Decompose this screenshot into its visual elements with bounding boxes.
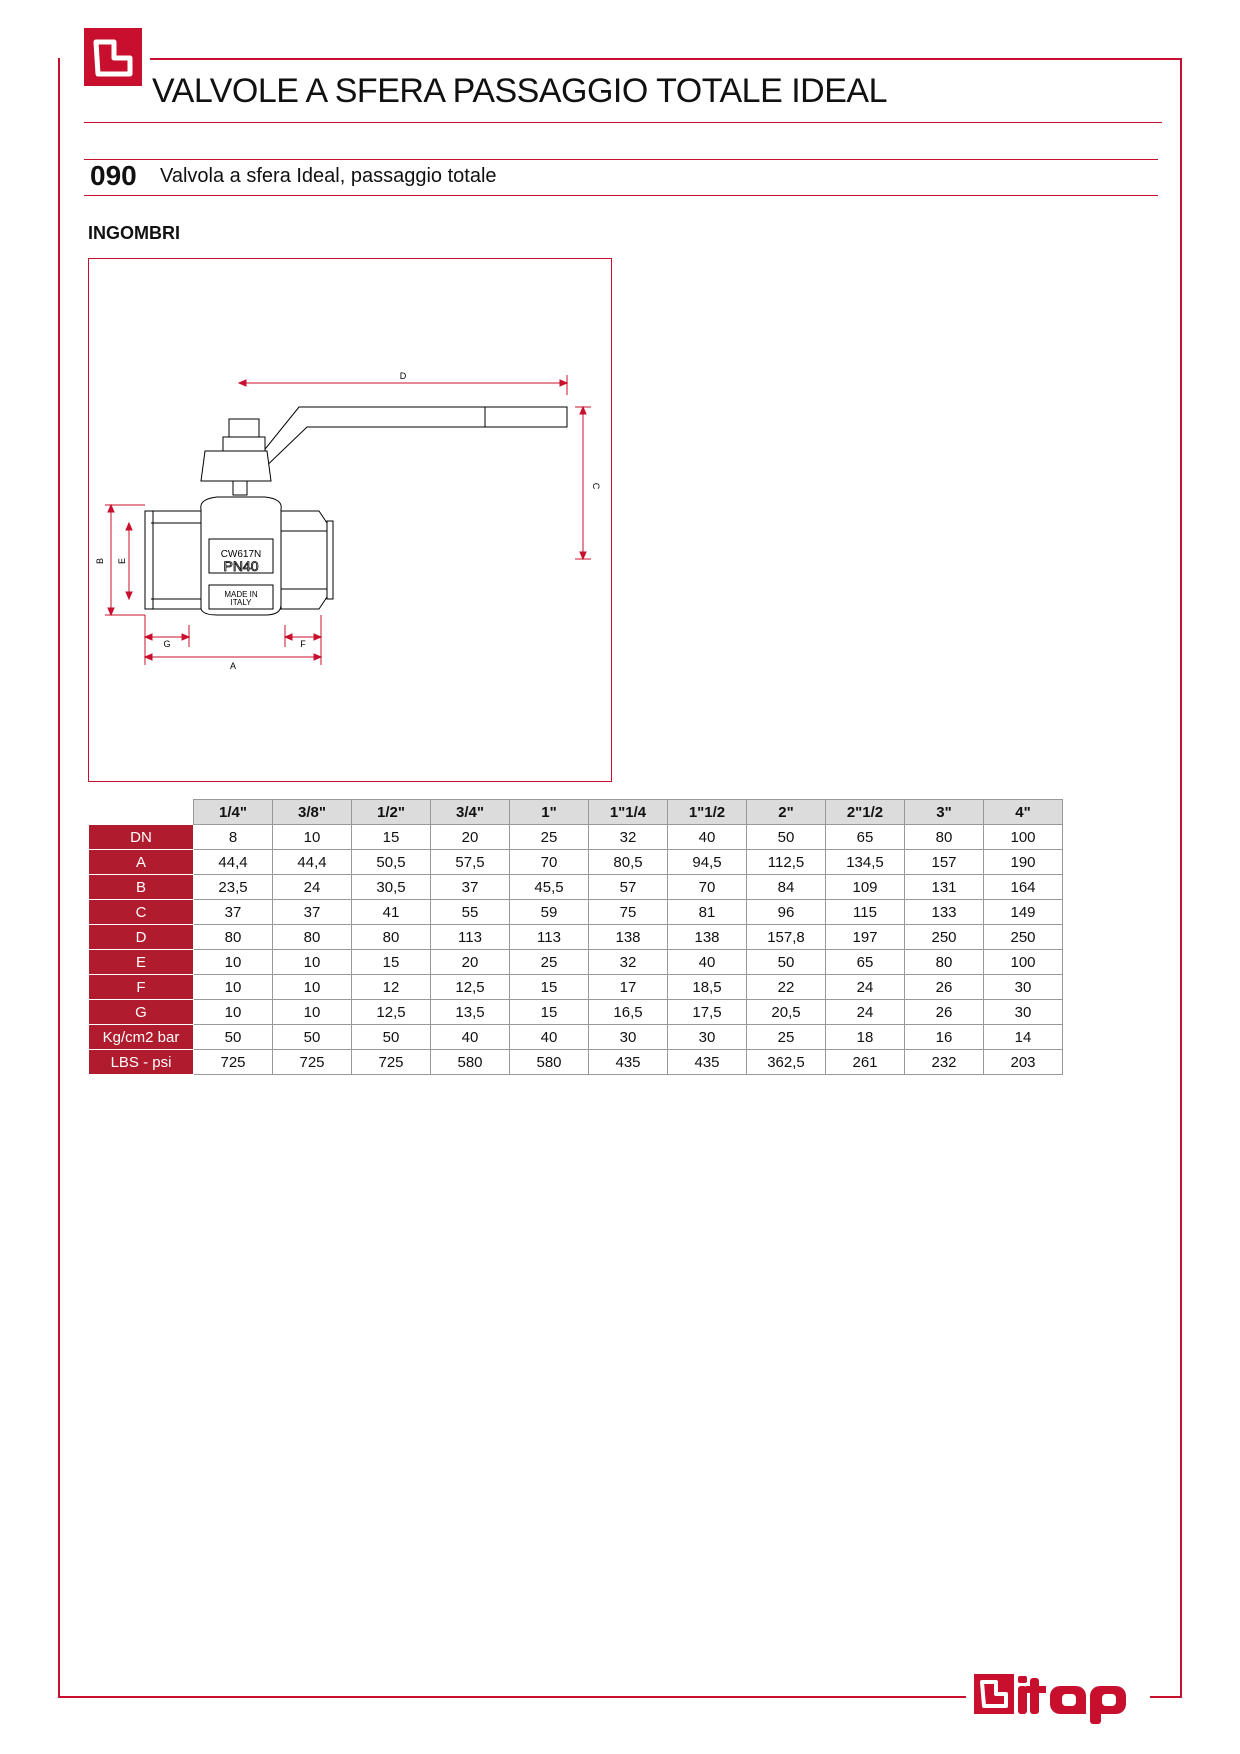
table-cell: 15 <box>510 1000 589 1025</box>
size-header: 3/4" <box>431 800 510 825</box>
table-cell: 50 <box>747 950 826 975</box>
table-cell: 190 <box>984 850 1063 875</box>
marking-country: ITALY <box>230 598 252 607</box>
table-cell: 25 <box>747 1025 826 1050</box>
table-cell: 725 <box>273 1050 352 1075</box>
table-cell: 59 <box>510 900 589 925</box>
dim-label-e: E <box>117 557 127 565</box>
table-cell: 30 <box>984 1000 1063 1025</box>
table-cell: 70 <box>510 850 589 875</box>
table-cell: 80 <box>194 925 273 950</box>
table-cell: 18,5 <box>668 975 747 1000</box>
title-underline <box>84 122 1162 123</box>
frame-right <box>1180 58 1182 1698</box>
table-cell: 32 <box>589 950 668 975</box>
table-cell: 30 <box>668 1025 747 1050</box>
table-row <box>89 1000 1063 1025</box>
table-row <box>89 900 1063 925</box>
table-cell: 149 <box>984 900 1063 925</box>
table-cell: 232 <box>905 1050 984 1075</box>
table-cell: 100 <box>984 825 1063 850</box>
table-cell: 131 <box>905 875 984 900</box>
table-cell: 57 <box>589 875 668 900</box>
row-label: E <box>89 950 194 975</box>
table-cell: 32 <box>589 825 668 850</box>
table-cell: 435 <box>668 1050 747 1075</box>
table-cell: 109 <box>826 875 905 900</box>
table-cell: 10 <box>194 950 273 975</box>
table-row <box>89 1025 1063 1050</box>
table-cell: 24 <box>826 975 905 1000</box>
size-header: 1/2" <box>352 800 431 825</box>
table-cell: 41 <box>352 900 431 925</box>
product-code: 090 <box>90 160 137 191</box>
table-cell: 112,5 <box>747 850 826 875</box>
table-cell: 30,5 <box>352 875 431 900</box>
table-cell: 70 <box>668 875 747 900</box>
table-cell: 250 <box>984 925 1063 950</box>
row-label: C <box>89 900 194 925</box>
table-cell: 14 <box>984 1025 1063 1050</box>
table-cell: 725 <box>194 1050 273 1075</box>
table-cell: 12,5 <box>431 975 510 1000</box>
table-cell: 8 <box>194 825 273 850</box>
row-label: B <box>89 875 194 900</box>
row-label: DN <box>89 825 194 850</box>
table-cell: 40 <box>431 1025 510 1050</box>
table-cell: 113 <box>431 925 510 950</box>
table-cell: 96 <box>747 900 826 925</box>
table-cell: 18 <box>826 1025 905 1050</box>
table-cell: 75 <box>589 900 668 925</box>
size-header: 1"1/2 <box>668 800 747 825</box>
table-cell: 26 <box>905 1000 984 1025</box>
table-row <box>89 925 1063 950</box>
marking-pressure: PN40 <box>223 558 259 574</box>
table-cell: 12 <box>352 975 431 1000</box>
row-label: Kg/cm2 bar <box>89 1025 194 1050</box>
table-cell: 40 <box>668 950 747 975</box>
table-cell: 17 <box>589 975 668 1000</box>
table-cell: 50 <box>273 1025 352 1050</box>
size-header: 1" <box>510 800 589 825</box>
table-header-row <box>89 800 1063 825</box>
table-cell: 22 <box>747 975 826 1000</box>
table-cell: 50 <box>747 825 826 850</box>
frame-left <box>58 58 60 1698</box>
table-cell: 50,5 <box>352 850 431 875</box>
dim-label-f: F <box>300 639 306 649</box>
table-cell: 17,5 <box>668 1000 747 1025</box>
row-label: G <box>89 1000 194 1025</box>
table-cell: 80 <box>905 825 984 850</box>
table-cell: 725 <box>352 1050 431 1075</box>
table-cell: 10 <box>194 975 273 1000</box>
table-cell: 37 <box>273 900 352 925</box>
table-body <box>89 825 1063 1075</box>
table-cell: 580 <box>510 1050 589 1075</box>
table-cell: 40 <box>510 1025 589 1050</box>
size-header: 2"1/2 <box>826 800 905 825</box>
table-cell: 100 <box>984 950 1063 975</box>
table-cell: 84 <box>747 875 826 900</box>
table-cell: 16,5 <box>589 1000 668 1025</box>
table-cell: 37 <box>194 900 273 925</box>
dim-label-c: C <box>591 482 601 490</box>
size-header: 2" <box>747 800 826 825</box>
table-cell: 23,5 <box>194 875 273 900</box>
table-cell: 10 <box>273 975 352 1000</box>
table-cell: 50 <box>194 1025 273 1050</box>
dim-label-g: G <box>163 639 171 649</box>
product-description: Valvola a sfera Ideal, passaggio totale <box>160 165 497 187</box>
table-cell: 10 <box>273 1000 352 1025</box>
size-header: 1/4" <box>194 800 273 825</box>
table-cell: 20 <box>431 950 510 975</box>
table-cell: 157 <box>905 850 984 875</box>
table-cell: 10 <box>273 950 352 975</box>
table-cell: 50 <box>352 1025 431 1050</box>
table-cell: 435 <box>589 1050 668 1075</box>
size-header: 3/8" <box>273 800 352 825</box>
table-cell: 20,5 <box>747 1000 826 1025</box>
table-cell: 37 <box>431 875 510 900</box>
marking-material: CW617N <box>220 549 262 560</box>
table-cell: 580 <box>431 1050 510 1075</box>
table-cell: 164 <box>984 875 1063 900</box>
table-row <box>89 825 1063 850</box>
table-cell: 133 <box>905 900 984 925</box>
table-cell: 157,8 <box>747 925 826 950</box>
table-cell: 203 <box>984 1050 1063 1075</box>
table-cell: 44,4 <box>273 850 352 875</box>
table-cell: 134,5 <box>826 850 905 875</box>
marking-made-in: MADE IN <box>224 590 258 599</box>
row-label: F <box>89 975 194 1000</box>
dim-label-b: B <box>95 557 105 565</box>
product-line-top <box>84 159 1158 160</box>
brand-logo-mark <box>84 28 142 86</box>
table-cell: 80 <box>352 925 431 950</box>
dimensions-table <box>88 799 1063 1075</box>
table-cell: 113 <box>510 925 589 950</box>
table-cell: 24 <box>273 875 352 900</box>
table-cell: 80 <box>905 950 984 975</box>
table-cell: 250 <box>905 925 984 950</box>
table-cell: 16 <box>905 1025 984 1050</box>
table-cell: 25 <box>510 950 589 975</box>
section-heading: INGOMBRI <box>88 223 180 243</box>
table-cell: 81 <box>668 900 747 925</box>
table-cell: 15 <box>352 950 431 975</box>
table-cell: 115 <box>826 900 905 925</box>
frame-bottom-right <box>1150 1696 1182 1698</box>
table-cell: 30 <box>589 1025 668 1050</box>
table-cell: 24 <box>826 1000 905 1025</box>
table-cell: 80,5 <box>589 850 668 875</box>
table-cell: 10 <box>273 825 352 850</box>
table-cell: 362,5 <box>747 1050 826 1075</box>
table-row <box>89 975 1063 1000</box>
size-header: 4" <box>984 800 1063 825</box>
row-label: D <box>89 925 194 950</box>
technical-drawing <box>88 258 612 782</box>
table-cell: 80 <box>273 925 352 950</box>
table-cell: 30 <box>984 975 1063 1000</box>
table-cell: 13,5 <box>431 1000 510 1025</box>
table-cell: 138 <box>589 925 668 950</box>
table-cell: 40 <box>668 825 747 850</box>
row-label: A <box>89 850 194 875</box>
frame-bottom <box>58 1696 966 1698</box>
table-cell: 65 <box>826 825 905 850</box>
size-header: 1"1/4 <box>589 800 668 825</box>
table-cell: 15 <box>510 975 589 1000</box>
table-cell: 197 <box>826 925 905 950</box>
table-cell: 45,5 <box>510 875 589 900</box>
dim-label-d: D <box>399 371 407 381</box>
size-header: 3" <box>905 800 984 825</box>
table-cell: 44,4 <box>194 850 273 875</box>
table-cell: 25 <box>510 825 589 850</box>
dim-label-a: A <box>229 661 237 671</box>
page-title: VALVOLE A SFERA PASSAGGIO TOTALE IDEAL <box>152 72 887 110</box>
table-cell: 10 <box>194 1000 273 1025</box>
table-row <box>89 1050 1063 1075</box>
table-row <box>89 950 1063 975</box>
table-row <box>89 850 1063 875</box>
table-cell: 94,5 <box>668 850 747 875</box>
table-corner <box>89 800 194 825</box>
brand-logo-itap <box>972 1670 1142 1728</box>
table-cell: 57,5 <box>431 850 510 875</box>
table-cell: 12,5 <box>352 1000 431 1025</box>
frame-top <box>150 58 1182 60</box>
table-cell: 261 <box>826 1050 905 1075</box>
row-label: LBS - psi <box>89 1050 194 1075</box>
table-cell: 55 <box>431 900 510 925</box>
product-line-bottom <box>84 195 1158 196</box>
table-cell: 138 <box>668 925 747 950</box>
table-cell: 26 <box>905 975 984 1000</box>
table-row <box>89 875 1063 900</box>
table-cell: 15 <box>352 825 431 850</box>
table-cell: 20 <box>431 825 510 850</box>
table-cell: 65 <box>826 950 905 975</box>
